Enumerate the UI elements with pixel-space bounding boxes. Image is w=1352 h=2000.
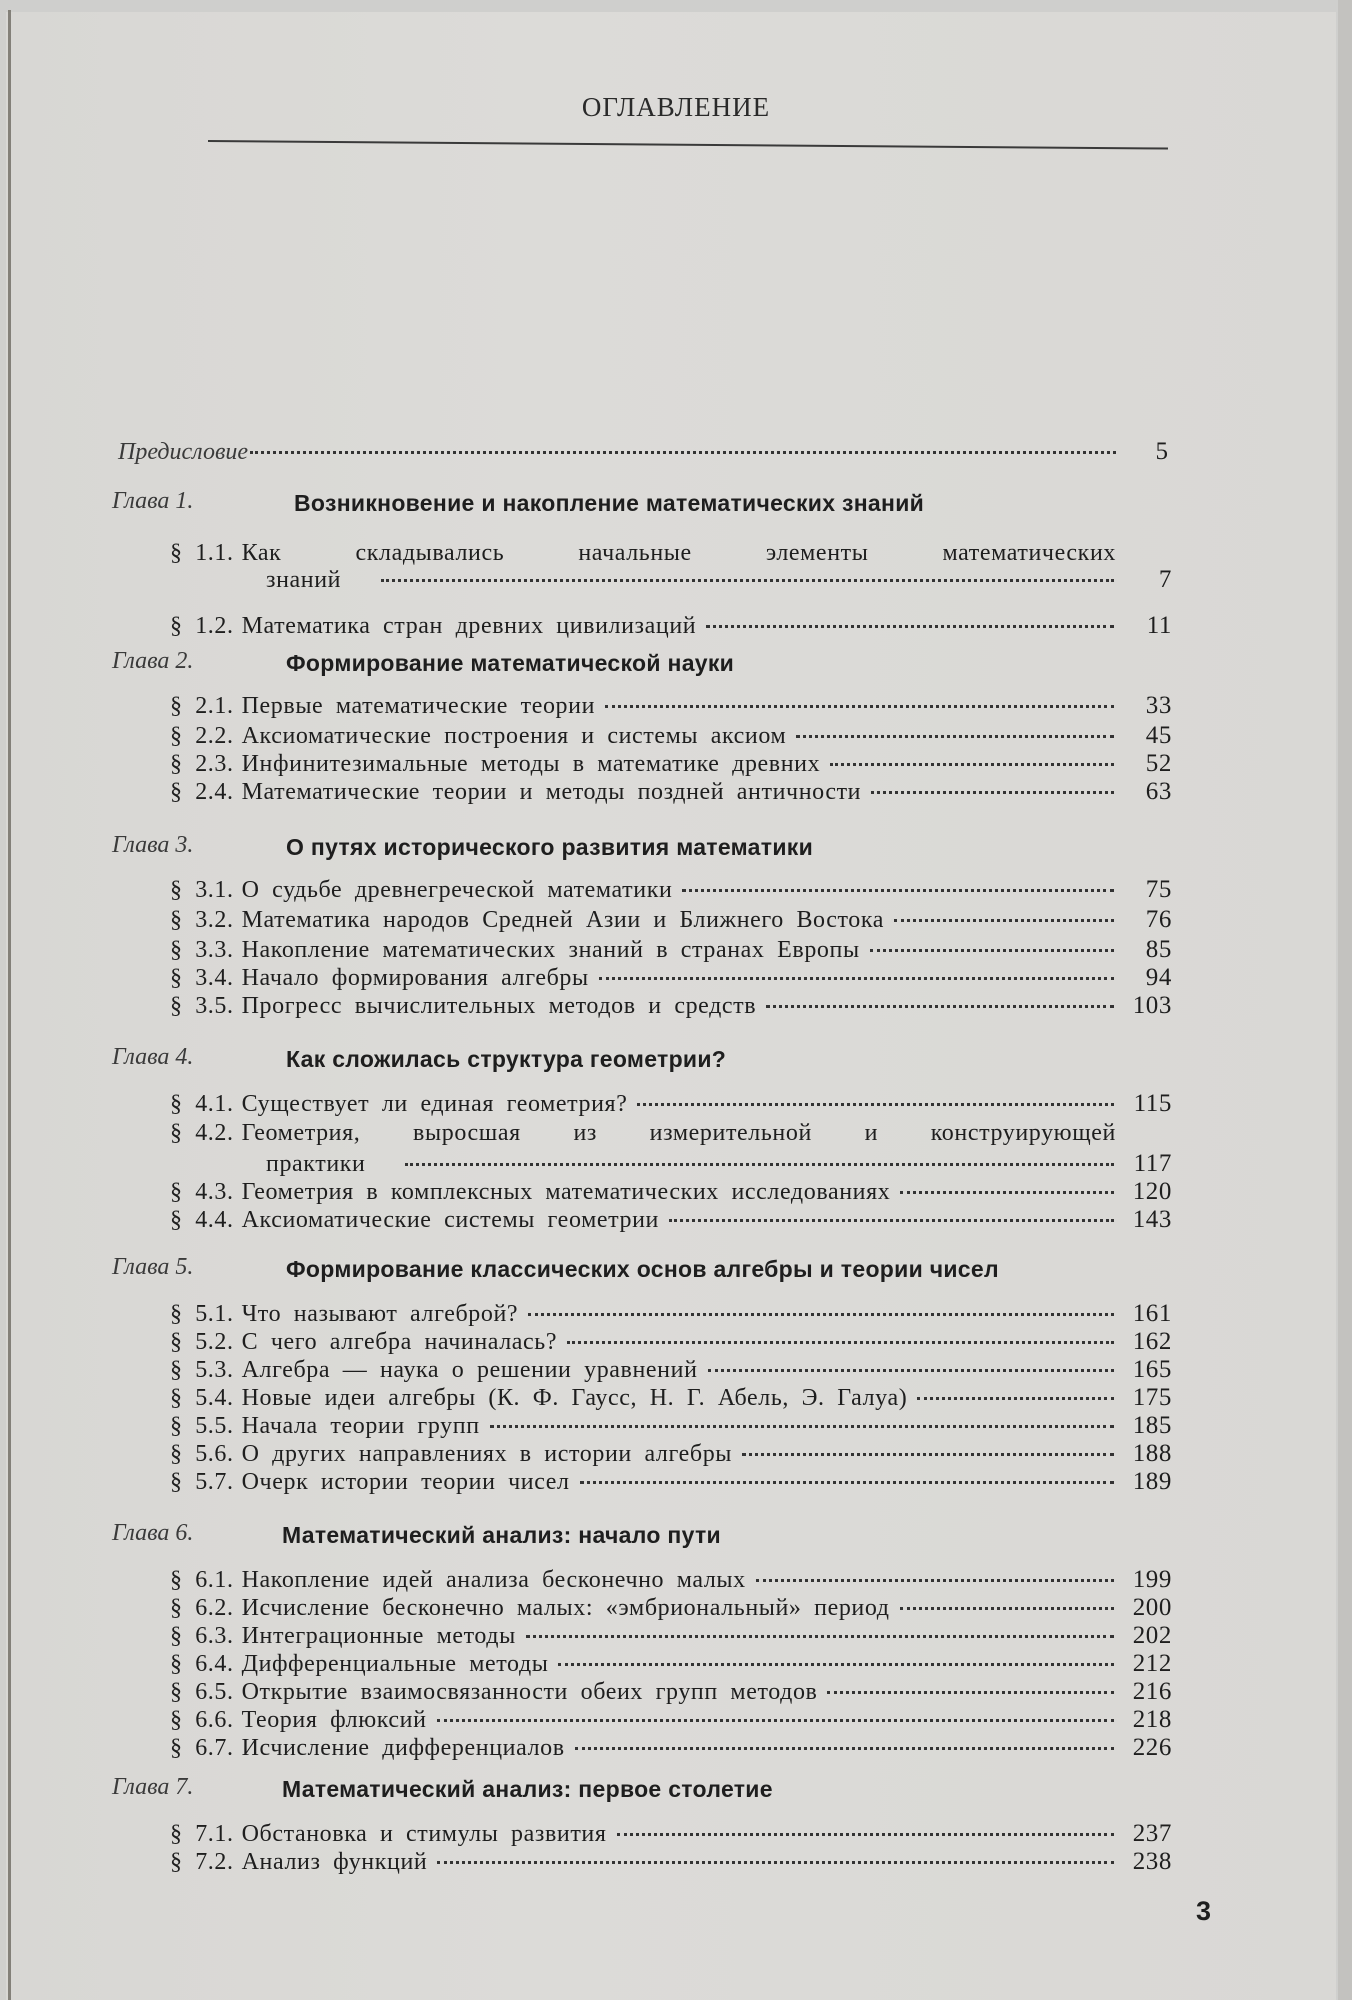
dot-leader [575, 1747, 1114, 1750]
page-number: 202 [1132, 1622, 1172, 1649]
dot-leader [528, 1313, 1114, 1316]
page-number: 238 [1132, 1848, 1172, 1875]
section-number: § 3.2. [170, 907, 234, 933]
toc-section-entry[interactable] [170, 1300, 1172, 1328]
section-title: О судьбе древнегреческой математики [241, 877, 673, 903]
dot-leader [900, 1607, 1114, 1610]
section-title: Прогресс вычислительных методов и средств [241, 993, 757, 1019]
page-number: 200 [1132, 1594, 1172, 1621]
toc-section-entry[interactable] [170, 964, 1172, 992]
chapter-title[interactable]: Математический анализ: начало пути [282, 1522, 721, 1548]
section-number: § 5.7. [170, 1469, 234, 1495]
dot-leader [708, 1369, 1114, 1372]
section-number: § 3.3. [170, 937, 234, 963]
page-number: 218 [1132, 1706, 1172, 1733]
toc-section-entry[interactable] [170, 936, 1172, 964]
chapter-label: Глава 1. [112, 488, 194, 514]
page-number: 63 [1145, 778, 1172, 805]
dot-leader [870, 949, 1114, 952]
section-number: § 2.4. [170, 779, 234, 805]
section-title: Накопление идей анализа бесконечно малых [241, 1567, 746, 1593]
section-number: § 7.1. [170, 1821, 234, 1847]
section-title: Начала теории групп [241, 1413, 480, 1439]
dot-leader [917, 1397, 1114, 1400]
section-title: Новые идеи алгебры (К. Ф. Гаусс, Н. Г. Абель, Э. Галуа) [241, 1385, 908, 1411]
toc-section-entry[interactable] [170, 1120, 1116, 1147]
toc-section-entry[interactable] [170, 1820, 1172, 1848]
chapter-label: Глава 3. [112, 832, 194, 858]
dot-leader [900, 1191, 1114, 1194]
section-number: § 6.6. [170, 1707, 234, 1733]
page-number: 199 [1132, 1566, 1172, 1593]
toc-section-entry[interactable] [170, 876, 1172, 904]
dot-leader [526, 1635, 1114, 1638]
toc-section-entry[interactable] [170, 1734, 1172, 1762]
dot-leader [682, 889, 1114, 892]
section-number: § 4.3. [170, 1179, 234, 1205]
page-number: 189 [1132, 1468, 1172, 1495]
toc-section-entry[interactable] [170, 778, 1172, 806]
section-number: § 2.3. [170, 751, 234, 777]
section-title: Математические теории и методы поздней античности [241, 779, 862, 805]
dot-leader [637, 1103, 1114, 1106]
section-title: Как складывались начальные элементы математических [241, 540, 1116, 566]
dot-leader [250, 451, 1115, 454]
page-number: 45 [1145, 722, 1172, 749]
section-number: § 4.4. [170, 1207, 234, 1233]
page-number: 216 [1132, 1678, 1172, 1705]
page-number: 165 [1132, 1356, 1172, 1383]
dot-leader [437, 1719, 1114, 1722]
section-title: Аксиоматические построения и системы аксиом [241, 723, 787, 749]
section-title: Интеграционные методы [241, 1623, 516, 1649]
page-number: 52 [1145, 750, 1172, 777]
toc-section-entry[interactable] [170, 1412, 1172, 1440]
section-number: § 1.1. [170, 540, 234, 566]
toc-section-entry[interactable] [170, 1678, 1172, 1706]
chapter-title[interactable]: Формирование математической науки [286, 650, 735, 676]
toc-section-entry[interactable] [170, 1594, 1172, 1622]
section-number: § 5.4. [170, 1385, 234, 1411]
page-number: 85 [1145, 936, 1172, 963]
chapter-title[interactable]: Математический анализ: первое столетие [282, 1776, 773, 1802]
dot-leader [756, 1579, 1114, 1582]
chapter-title[interactable]: О путях исторического развития математики [286, 834, 814, 860]
dot-leader [830, 763, 1114, 766]
page-spine-edge [8, 10, 11, 2000]
toc-section-entry[interactable] [170, 1328, 1172, 1356]
toc-section-entry[interactable] [170, 1848, 1172, 1876]
chapter-label: Глава 5. [112, 1254, 194, 1280]
dot-leader [605, 705, 1114, 708]
section-title: С чего алгебра начиналась? [241, 1329, 558, 1355]
section-title: Что называют алгеброй? [241, 1301, 519, 1327]
section-title: Дифференциальные методы [241, 1651, 549, 1677]
page-number: 237 [1132, 1820, 1172, 1847]
section-number: § 1.2. [170, 613, 234, 639]
chapter-title[interactable]: Формирование классических основ алгебры и теории чисел [286, 1256, 999, 1282]
page-number: 185 [1132, 1412, 1172, 1439]
dot-leader [706, 625, 1114, 628]
section-title: О других направлениях в истории алгебры [241, 1441, 733, 1467]
page-number: 175 [1132, 1384, 1172, 1411]
page-number: 11 [1146, 612, 1172, 639]
dot-leader [580, 1481, 1114, 1484]
dot-leader [567, 1341, 1114, 1344]
dot-leader [669, 1219, 1114, 1222]
dot-leader [617, 1833, 1114, 1836]
section-number: § 4.1. [170, 1091, 234, 1117]
toc-section-entry[interactable] [170, 1468, 1172, 1496]
page-number: 143 [1132, 1206, 1172, 1233]
chapter-label: Глава 7. [112, 1774, 194, 1800]
section-title-continuation: знаний [266, 567, 342, 593]
chapter-label: Глава 2. [112, 648, 194, 674]
page-number: 75 [1145, 876, 1172, 903]
dot-leader [437, 1861, 1114, 1864]
section-title-continuation: практики [266, 1151, 366, 1177]
section-number: § 2.1. [170, 693, 234, 719]
toc-section-entry[interactable] [170, 1440, 1172, 1468]
dot-leader [558, 1663, 1114, 1666]
dot-leader [796, 735, 1114, 738]
page-number: 76 [1145, 906, 1172, 933]
section-number: § 6.4. [170, 1651, 234, 1677]
section-number: § 4.2. [170, 1120, 234, 1146]
toc-section-entry[interactable] [170, 540, 1116, 567]
toc-section-entry[interactable] [170, 750, 1172, 778]
section-number: § 3.4. [170, 965, 234, 991]
page-number: 188 [1132, 1440, 1172, 1467]
toc-section-entry[interactable] [170, 1206, 1172, 1234]
section-number: § 5.5. [170, 1413, 234, 1439]
toc-section-entry[interactable] [170, 1566, 1172, 1594]
toc-section-entry[interactable] [170, 1356, 1172, 1384]
section-title: Математика народов Средней Азии и Ближнего Востока [241, 907, 885, 933]
section-title: Очерк истории теории чисел [241, 1469, 570, 1495]
page-number: 117 [1133, 1150, 1172, 1177]
section-number: § 5.3. [170, 1357, 234, 1383]
page-right-edge [1338, 0, 1352, 2000]
toc-section-entry[interactable] [170, 692, 1172, 720]
section-title: Открытие взаимосвязанности обеих групп методов [241, 1679, 818, 1705]
preface-label: Предисловие [118, 439, 249, 465]
section-number: § 6.1. [170, 1567, 234, 1593]
dot-leader [742, 1453, 1114, 1456]
section-title: Инфинитезимальные методы в математике древних [241, 751, 821, 777]
section-title: Теория флюксий [241, 1707, 427, 1733]
page-number: 103 [1132, 992, 1172, 1019]
section-title: Анализ функций [241, 1849, 428, 1875]
section-number: § 6.3. [170, 1623, 234, 1649]
page-number: 120 [1132, 1178, 1172, 1205]
section-number: § 6.5. [170, 1679, 234, 1705]
dot-leader [599, 977, 1114, 980]
section-title: Математика стран древних цивилизаций [241, 613, 697, 639]
section-number: § 5.1. [170, 1301, 234, 1327]
toc-section-entry[interactable] [170, 906, 1172, 934]
toc-section-entry[interactable] [170, 1650, 1172, 1678]
page-number: 7 [1158, 566, 1172, 593]
dot-leader [405, 1163, 1114, 1166]
chapter-title[interactable]: Возникновение и накопление математических знаний [294, 490, 925, 516]
section-number: § 3.1. [170, 877, 234, 903]
folio-page-number: 3 [1196, 1896, 1212, 1926]
toc-section-entry[interactable] [170, 992, 1172, 1020]
section-number: § 6.7. [170, 1735, 234, 1761]
dot-leader [827, 1691, 1114, 1694]
section-number: § 5.6. [170, 1441, 234, 1467]
section-title: Алгебра — наука о решении уравнений [241, 1357, 698, 1383]
page-number: 33 [1145, 692, 1172, 719]
section-title: Первые математические теории [241, 693, 596, 719]
dot-leader [871, 791, 1114, 794]
page-number: 94 [1145, 964, 1172, 991]
toc-section-entry[interactable] [170, 1384, 1172, 1412]
section-title: Начало формирования алгебры [241, 965, 589, 991]
chapter-label: Глава 4. [112, 1044, 194, 1070]
section-number: § 2.2. [170, 723, 234, 749]
section-title: Аксиоматические системы геометрии [241, 1207, 659, 1233]
page-number: 5 [1155, 438, 1168, 465]
dot-leader [381, 579, 1114, 582]
section-title: Геометрия, выросшая из измерительной и конструирующей [241, 1120, 1116, 1146]
dot-leader [766, 1005, 1114, 1008]
section-title: Обстановка и стимулы развития [241, 1821, 607, 1847]
section-title: Существует ли единая геометрия? [241, 1091, 628, 1117]
page-number: 226 [1132, 1734, 1172, 1761]
toc-section-entry-continuation[interactable] [266, 1150, 1172, 1178]
toc-section-entry-continuation[interactable] [266, 566, 1172, 594]
page-number: 162 [1132, 1328, 1172, 1355]
section-number: § 5.2. [170, 1329, 234, 1355]
section-title: Исчисление бесконечно малых: «эмбриональный» период [241, 1595, 890, 1621]
page-number: 212 [1132, 1650, 1172, 1677]
dot-leader [894, 919, 1114, 922]
section-title: Геометрия в комплексных математических исследованиях [241, 1179, 891, 1205]
toc-entry-preface[interactable] [118, 438, 1168, 466]
toc-section-entry[interactable] [170, 1178, 1172, 1206]
section-number: § 7.2. [170, 1849, 234, 1875]
section-title: Исчисление дифференциалов [241, 1735, 565, 1761]
section-title: Накопление математических знаний в странах Европы [241, 937, 860, 963]
toc-section-entry[interactable] [170, 1706, 1172, 1734]
section-number: § 6.2. [170, 1595, 234, 1621]
toc-section-entry[interactable] [170, 1090, 1172, 1118]
page-number: 161 [1132, 1300, 1172, 1327]
chapter-title[interactable]: Как сложилась структура геометрии? [286, 1046, 727, 1072]
page-number: 115 [1133, 1090, 1172, 1117]
toc-section-entry[interactable] [170, 722, 1172, 750]
dot-leader [490, 1425, 1114, 1428]
section-number: § 3.5. [170, 993, 234, 1019]
chapter-label: Глава 6. [112, 1520, 194, 1546]
toc-section-entry[interactable] [170, 612, 1172, 640]
toc-section-entry[interactable] [170, 1622, 1172, 1650]
toc-title: ОГЛАВЛЕНИЕ [581, 92, 771, 122]
